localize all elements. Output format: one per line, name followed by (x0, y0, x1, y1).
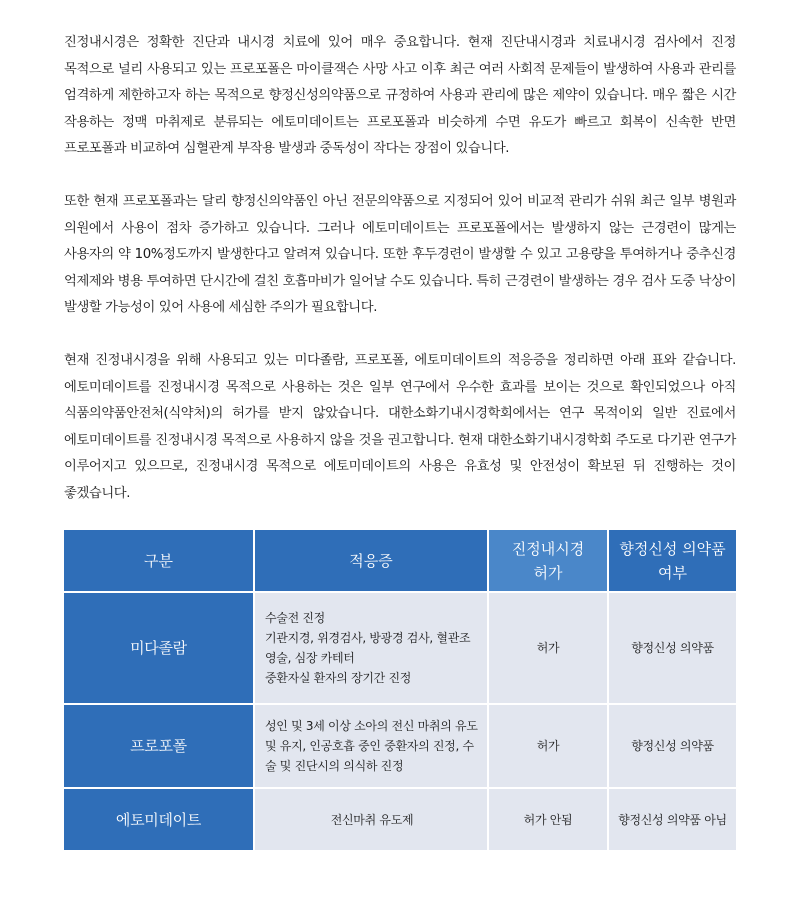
psychotropic-cell: 향정신성 의약품 (608, 592, 736, 704)
approval-cell: 허가 안됨 (488, 788, 608, 850)
paragraph-2: 또한 현재 프로포폴과는 달리 향정신의약품인 아닌 전문의약품으로 지정되어 있어 비교적 관리가 쉬워 최근 일부 병원과 의원에서 사용이 점차 증가하고 있습니다. 그러나 에토미데이트는 프로포폴에서는 발생하지 않는 근경련이 많게는 사용자의 약 10%정도까지 발생한다고 알려져 있습니다. 또한 후두경련이 발생할 수 있고 고용량을 투여하거나 중추신경 억제제와 병용 투여하면 단시간에 걸친 호흡마비가 일어날 수도 있습니다. 특히 근경련이 발생하는 경우 검사 도중 낙상이 발생할 가능성이 있어 사용에 세심한 주의가 필요합니다. (64, 193, 736, 316)
psychotropic-cell: 향정신성 의약품 아님 (608, 788, 736, 850)
paragraph-1: 진정내시경은 정확한 진단과 내시경 치료에 있어 매우 중요합니다. 현재 진단내시경과 치료내시경 검사에서 진정 목적으로 널리 사용되고 있는 프로포폴은 마이클잭슨 사망 사고 이후 최근 여러 사회적 문제들이 발생하여 사용과 관리를 엄격하게 제한하고자 하는 목적으로 향정신성의약품으로 규정하여 사용과 관리에 많은 제약이 있습니다. 매우 짧은 시간 작용하는 정맥 마취제로 분류되는 에토미데이트는 프로포폴과 비슷하게 수면 유도가 빠르고 회복이 신속한 반면 프로포폴과 비교하여 심혈관계 부작용 발생과 중독성이 작다는 장점이 있습니다. (64, 35, 736, 157)
drug-name: 프로포폴 (64, 704, 254, 788)
table-row (64, 704, 736, 788)
header-category: 구분 (64, 530, 254, 592)
indication-line: 기관지경, 위경검사, 방광경 검사, 혈관조영술, 심장 카테터 (265, 631, 471, 665)
header-psychotropic (608, 530, 736, 592)
header-psychotropic-text: 향정신성 의약품 여부 (619, 539, 726, 582)
header-approval (488, 530, 608, 592)
table-header-row (64, 530, 736, 592)
psychotropic-cell: 향정신성 의약품 (608, 704, 736, 788)
indication-line: 수술전 진정 (265, 611, 325, 625)
indication-line: 전신마취 유도제 (330, 812, 414, 827)
indication-line: 성인 및 3세 이상 소아의 전신 마취의 유도 및 유지, 인공호흡 중인 중환자의 진정, 수술 및 진단시의 의식하 진정 (265, 719, 478, 773)
indication-cell (254, 788, 488, 850)
indication-line: 중환자실 환자의 장기간 진정 (265, 671, 412, 685)
header-approval-text: 진정내시경 허가 (511, 539, 585, 582)
approval-cell: 허가 (488, 592, 608, 704)
sedative-comparison-table (64, 530, 736, 850)
header-indication: 적응증 (254, 530, 488, 592)
paragraph-3: 현재 진정내시경을 위해 사용되고 있는 미다졸람, 프로포폴, 에토미데이트의 적응증을 정리하면 아래 표와 같습니다. 에토미데이트를 진정내시경 목적으로 사용하는 것은 일부 연구에서 우수한 효과를 보이는 것으로 확인되었으나 아직 식품의약품안전처(식약처)의 허가를 받지 않았습니다. 대한소화기내시경학회에서는 연구 목적이외 일반 진료에서 에토미데이트를 진정내시경 목적으로 사용하지 않을 것을 권고합니다. 현재 대한소화기내시경학회 주도로 다기관 연구가 이루어지고 있으므로, 진정내시경 목적으로 에토미데이트의 사용은 유효성 및 안전성이 확보된 뒤 진행하는 것이 좋겠습니다. (64, 352, 736, 501)
table-row (64, 788, 736, 850)
drug-name: 미다졸람 (64, 592, 254, 704)
article-body (64, 30, 736, 534)
indication-cell (254, 704, 488, 788)
table-row (64, 592, 736, 704)
drug-name: 에토미데이트 (64, 788, 254, 850)
approval-cell: 허가 (488, 704, 608, 788)
indication-cell (254, 592, 488, 704)
